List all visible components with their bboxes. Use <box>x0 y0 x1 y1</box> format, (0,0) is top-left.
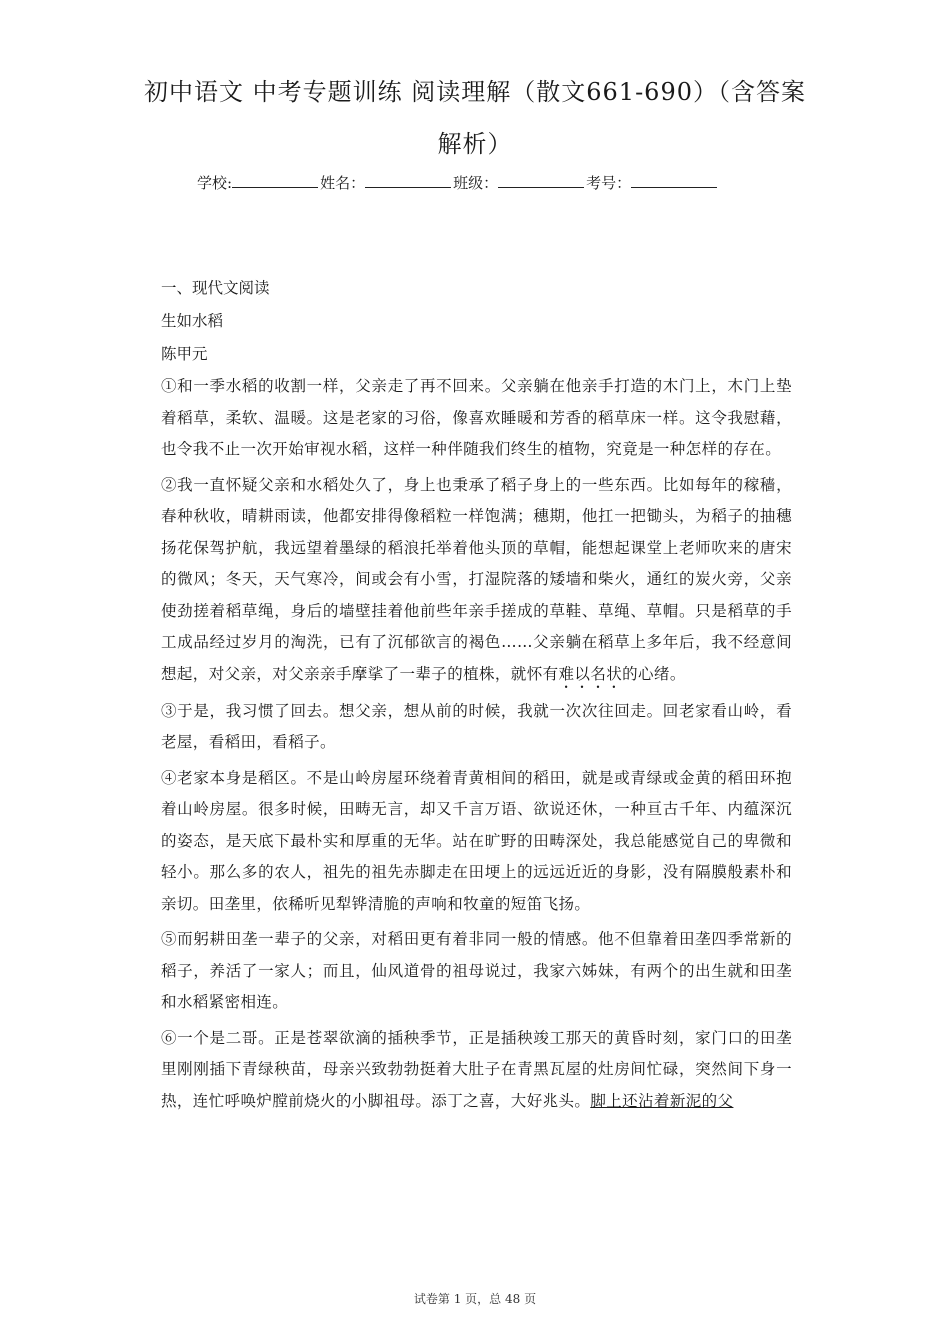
title-line-1: 初中语文 中考专题训练 阅读理解（散文661-690）（含答案 <box>144 78 806 106</box>
school-blank <box>232 173 318 188</box>
section-heading: 一、现代文阅读 <box>161 279 270 297</box>
reading-content <box>161 272 792 1121</box>
page-footer: 试卷第 1 页，总 48 页 <box>413 1292 537 1306</box>
exam-no-label: 考号： <box>586 174 632 192</box>
paragraph-3: ③于是，我习惯了回去。想父亲，想从前的时候，我就一次次往回走。回老家看山岭，看老屋，看稻田，看稻子。 <box>161 701 792 751</box>
article-author: 陈甲元 <box>161 345 208 363</box>
school-label: 学校: <box>197 174 233 192</box>
emphasized-phrase: 难以名状 <box>558 664 623 683</box>
title-line-2: 解析） <box>437 130 513 158</box>
paragraph-2-text: ②我一直怀疑父亲和水稻处久了，身上也秉承了稻子身上的一些东西。比如每年的稼穑，春种秋收，晴耕雨读，他都安排得像稻粒一样饱满；穗期，他扛一把锄头，为稻子的抽穗扬花保驾护航，我远望着墨绿的稻浪托举着他头顶的草帽，能想起课堂上老师吹来的唐宋的微风；冬天，天气寒冷，间或会有小雪，打湿院落的矮墙和柴火，通红的炭火旁，父亲使劲搓着稻草绳，身后的墙壁挂着他前些年亲手搓成的草鞋、草绳、草帽。只是稻草的手工成品经过岁月的淘洗，已有了沉郁欲言的褐色……父亲躺在稻草上多年后，我不经意间想起，对父亲，对父亲亲手摩挲了一辈子的植株，就怀有 <box>161 475 792 683</box>
exam-no-blank <box>631 173 717 188</box>
class-label: 班级： <box>453 174 499 192</box>
paragraph-2-tail: 的心绪。 <box>622 664 686 683</box>
paragraph-6-text: ⑥一个是二哥。正是苍翠欲滴的插秧季节，正是插秧竣工那天的黄昏时刻，家门口的田垄里刚刚插下青绿秧苗，母亲兴致勃勃挺着大肚子在青黑瓦屋的灶房间忙碌，突然间下身一热，连忙呼唤炉膛前烧火的小脚祖母。添丁之喜，大好兆头。 <box>161 1028 792 1110</box>
paragraph-4: ④老家本身是稻区。不是山岭房屋环绕着青黄相间的稻田，就是或青绿或金黄的稻田环抱着山岭房屋。很多时候，田畴无言，却又千言万语、欲说还休，一种亘古千年、内蕴深沉的姿态，是天底下最朴实和厚重的无华。站在旷野的田畴深处，我总能感觉自己的卑微和轻小。那么多的农人，祖先的祖先赤脚走在田埂上的远远近近的身影，没有隔膜般素朴和亲切。田垄里，依稀听见犁铧清脆的声响和牧童的短笛飞扬。 <box>161 768 792 913</box>
paragraph-6 <box>161 1023 792 1118</box>
paragraph-1: ①和一季水稻的收割一样，父亲走了再不回来。父亲躺在他亲手打造的木门上，木门上垫着稻草，柔软、温暖。这是老家的习俗，像喜欢睡暖和芳香的稻草床一样。这令我慰藉，也令我不止一次开始审视水稻，这样一种伴随我们终生的植物，究竟是一种怎样的存在。 <box>161 377 792 458</box>
name-blank <box>365 173 451 188</box>
class-blank <box>498 173 584 188</box>
name-label: 姓名： <box>320 174 366 192</box>
document-title <box>130 66 820 170</box>
student-info-row <box>197 172 719 193</box>
underlined-sentence: 脚上还沾着新泥的父 <box>590 1091 734 1110</box>
paragraph-2 <box>161 470 792 692</box>
article-title: 生如水稻 <box>161 312 224 330</box>
paragraph-5: ⑤而躬耕田垄一辈子的父亲，对稻田更有着非同一般的情感。他不但靠着田垄四季常新的稻子，养活了一家人；而且，仙风道骨的祖母说过，我家六姊妹，有两个的出生就和田垄和水稻紧密相连。 <box>161 930 792 1011</box>
